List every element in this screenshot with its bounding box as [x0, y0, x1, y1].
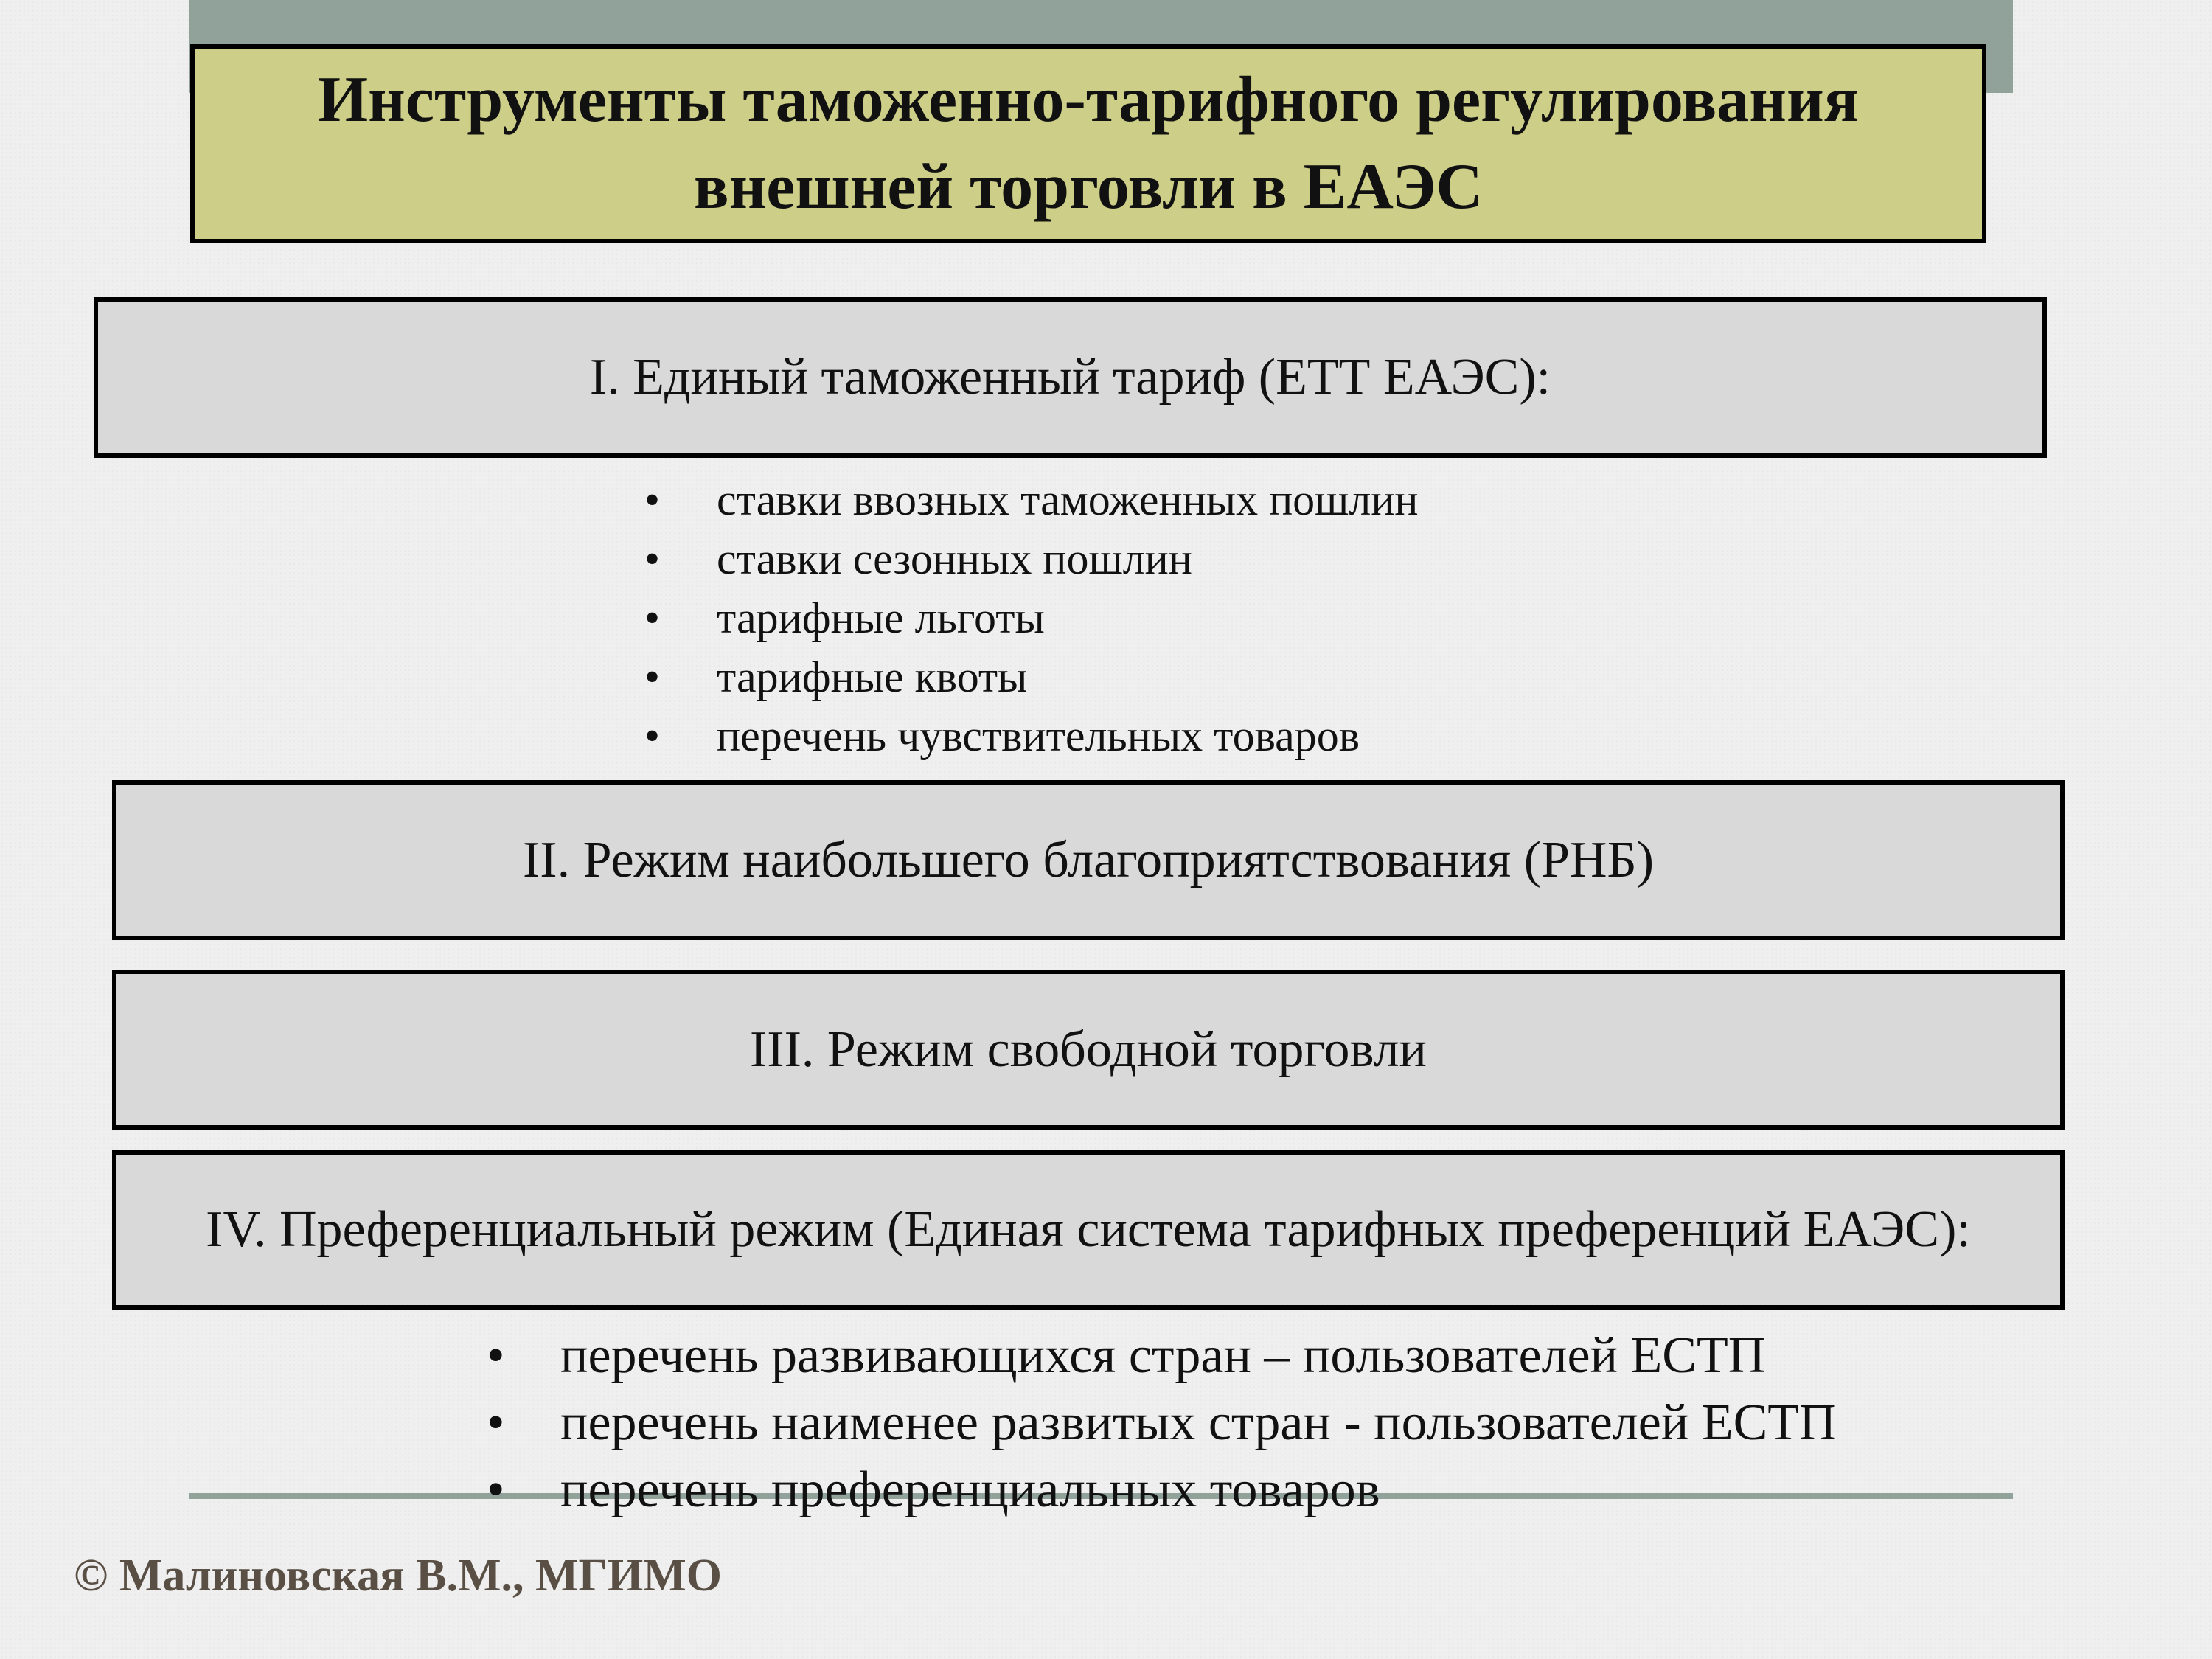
bullet-icon: • [644, 594, 661, 642]
section-4-bullet-list [487, 1322, 1837, 1523]
bullet-icon: • [644, 476, 661, 524]
section-1-box [94, 297, 2047, 458]
footer-copyright: © Малиновская В.М., МГИМО [74, 1551, 722, 1601]
list-item: • перечень развивающихся стран – пользователей ЕСТП [487, 1322, 1837, 1389]
slide-title: Инструменты таможенно-тарифного регулирования внешней торговли в ЕАЭС [317, 64, 1860, 223]
title-box [190, 44, 1986, 243]
section-1-bullet-list [644, 470, 1419, 765]
list-item: • перечень наименее развитых стран - пользователей ЕСТП [487, 1389, 1837, 1456]
list-item: • перечень чувствительных товаров [644, 706, 1419, 765]
bullet-icon: • [487, 1327, 505, 1384]
list-item: • тарифные льготы [644, 588, 1419, 647]
list-item: • тарифные квоты [644, 647, 1419, 706]
list-item: • ставки сезонных пошлин [644, 529, 1419, 588]
bullet-icon: • [644, 653, 661, 701]
bullet-icon: • [644, 712, 661, 760]
list-item: • ставки ввозных таможенных пошлин [644, 470, 1419, 529]
section-4-box [112, 1150, 2065, 1310]
section-3-heading: III. Режим свободной торговли [749, 1020, 1427, 1078]
section-1-heading: I. Единый таможенный тариф (ЕТТ ЕАЭС): [589, 349, 1551, 406]
section-2-box [112, 780, 2065, 940]
list-item: • перечень преференциальных товаров [487, 1456, 1837, 1523]
section-4-heading: IV. Преференциальный режим (Единая система тарифных преференций ЕАЭС): [206, 1201, 1971, 1258]
bullet-icon: • [487, 1394, 505, 1451]
bullet-icon: • [487, 1461, 505, 1518]
bullet-icon: • [644, 535, 661, 583]
section-3-box [112, 970, 2065, 1130]
section-2-heading: II. Режим наибольшего благоприятствования (РНБ) [522, 831, 1655, 888]
